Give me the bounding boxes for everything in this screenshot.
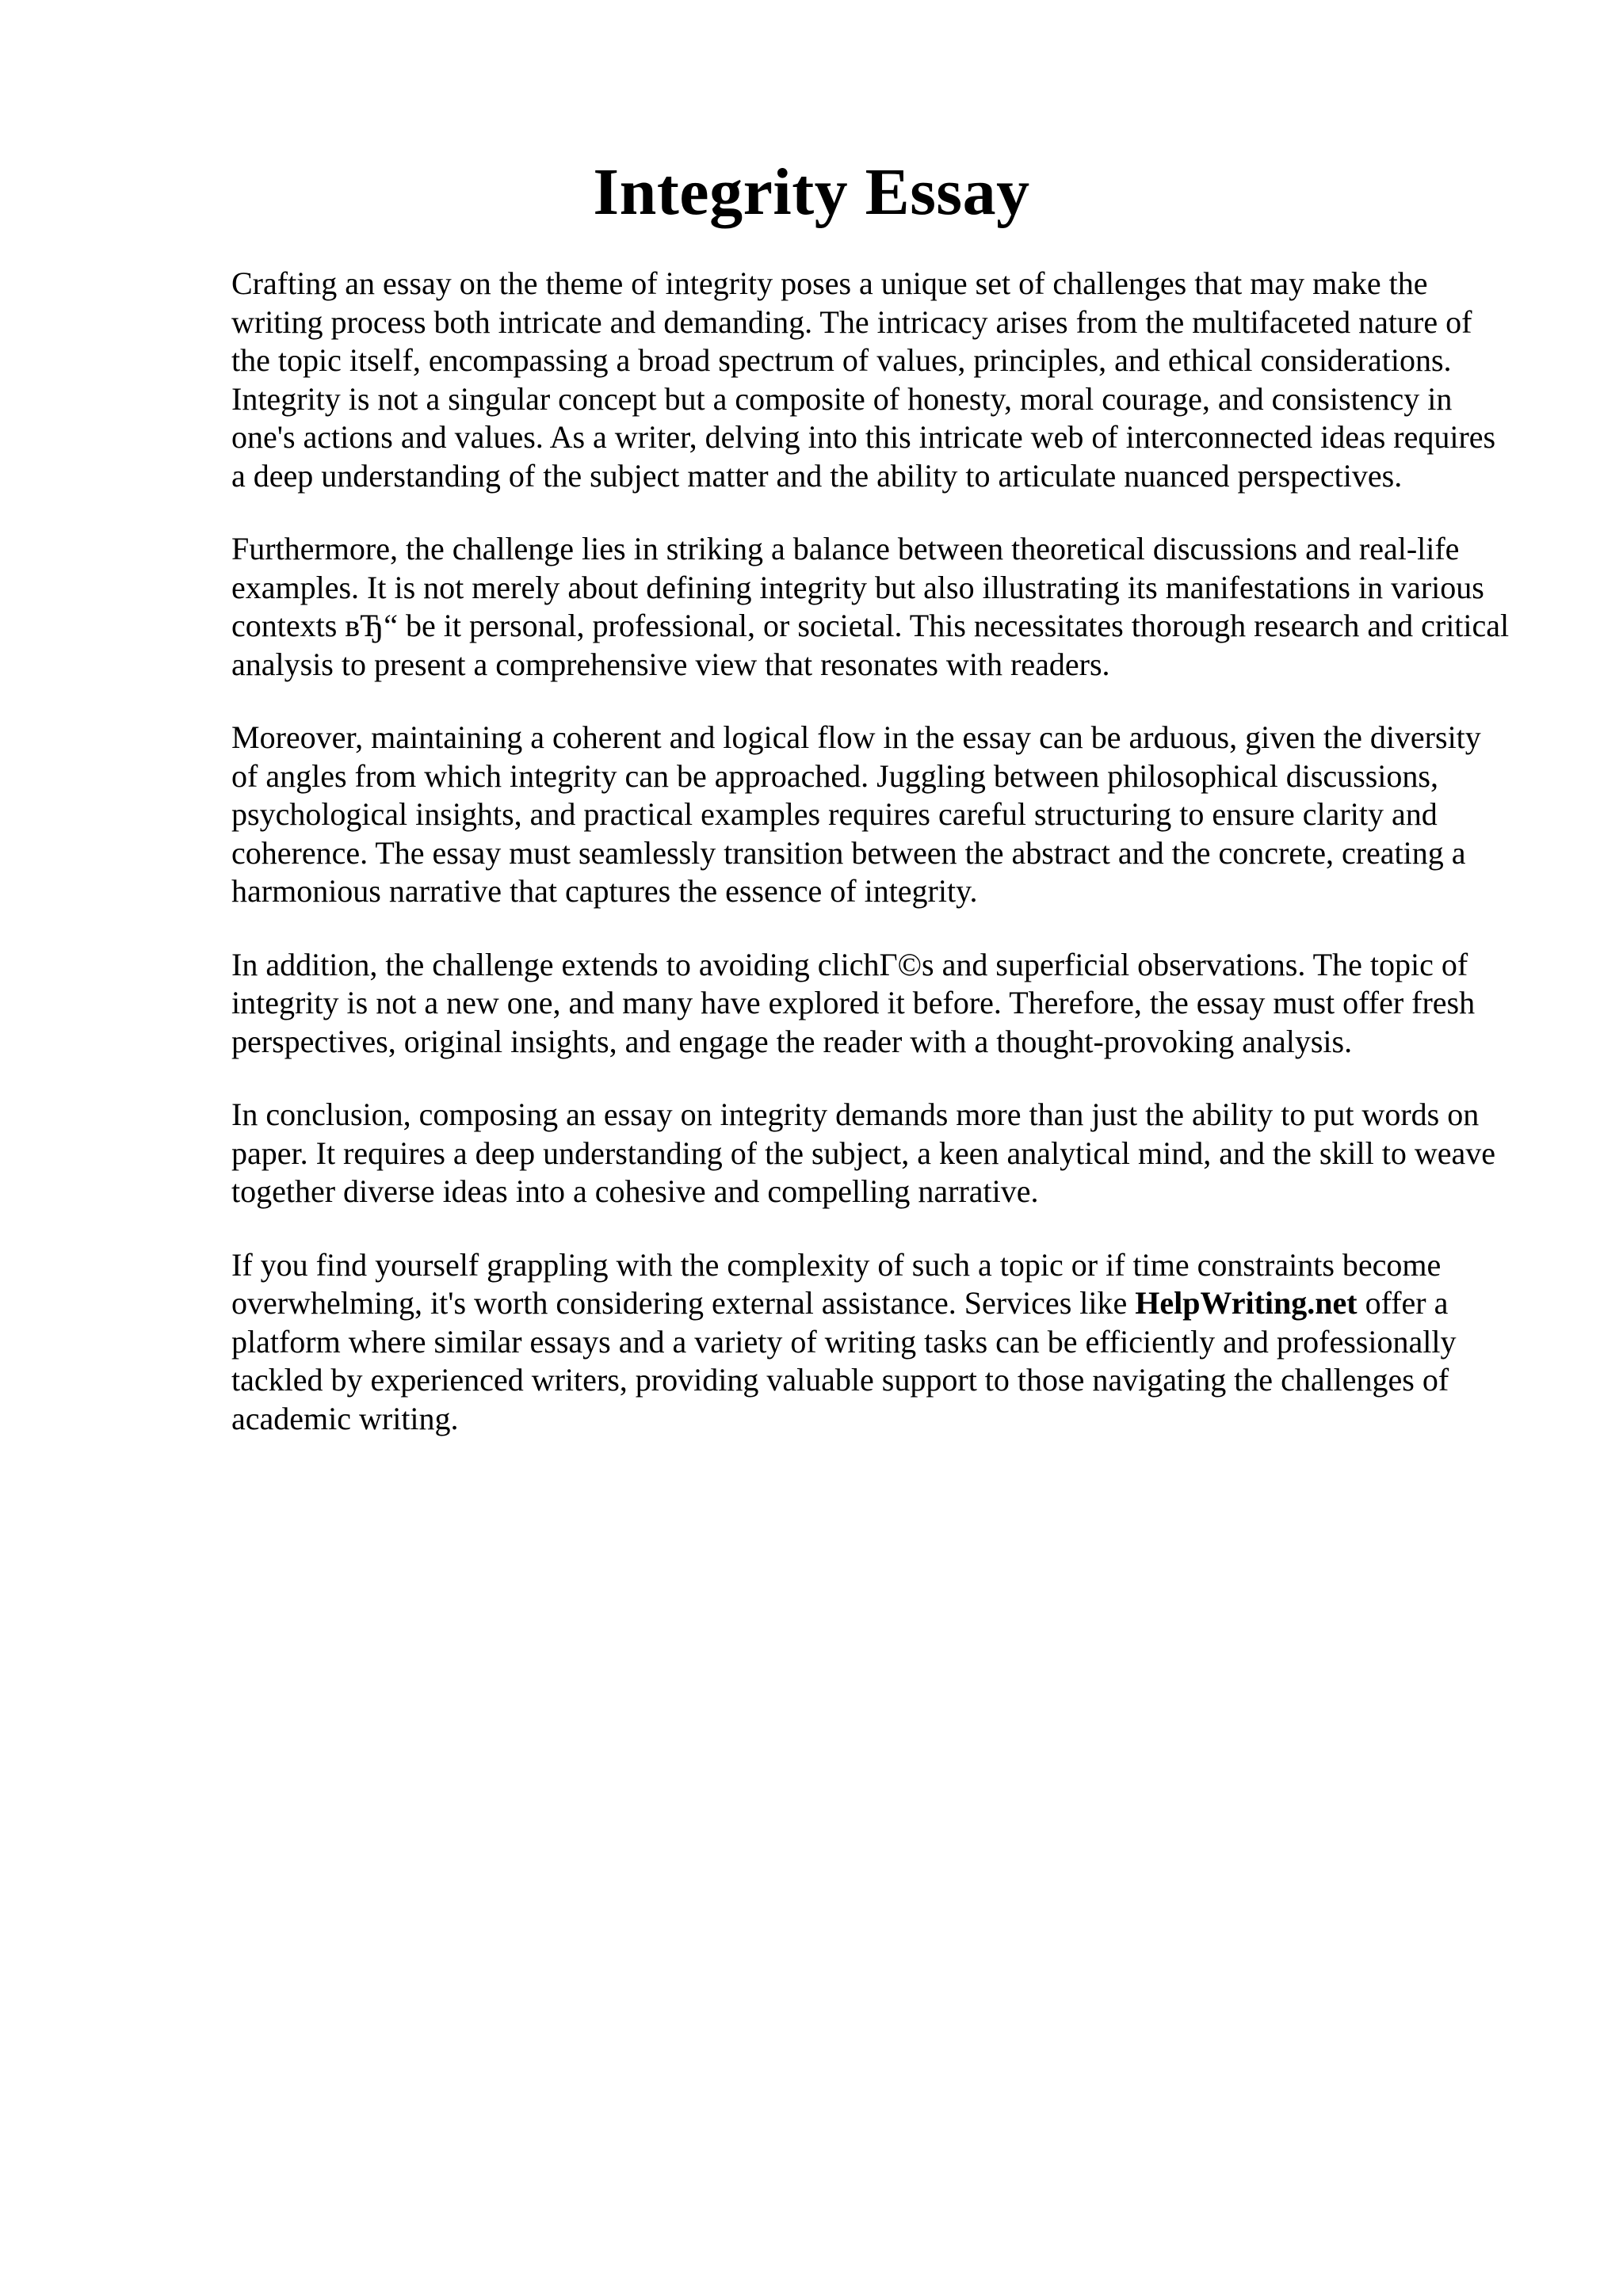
- paragraph-2: Furthermore, the challenge lies in striking a balance between theoretical discussions and real-life examples. It is not merely about defining integrity but also illustrating its manifestations in various contexts вЂ“ be it personal, professional, or societal. This necessitates thorough research and critical analysis to present a comprehensive view that resonates with readers.: [231, 531, 1510, 682]
- paragraph-6-text-after: offer a platform where similar essays and a variety of writing tasks can be efficiently and professionally tackled by experienced writers, providing valuable support to those navigating the challenges of academic writing.: [231, 1285, 1457, 1436]
- paragraph-6: [231, 1246, 1515, 1439]
- paragraph-6-text-before: If you find yourself grappling with the complexity of such a topic or if time constraints become overwhelming, it's worth considering external assistance. Services like: [231, 1246, 1442, 1321]
- essay-body: [231, 265, 1515, 1473]
- paragraph-3: Moreover, maintaining a coherent and logical flow in the essay can be arduous, given the diversity of angles from which integrity can be approached. Juggling between philosophical discussions, psychological insights, and practical examples requires careful structuring to ensure clarity and coherence. The essay must seamlessly transition between the abstract and the concrete, creating a harmonious narrative that captures the essence of integrity.: [231, 719, 1481, 909]
- page-title: Integrity Essay: [593, 155, 1030, 229]
- paragraph-5: In conclusion, composing an essay on integrity demands more than just the ability to put words on paper. It requires a deep understanding of the subject, a keen analytical mind, and the skill to weave together diverse ideas into a cohesive and compelling narrative.: [231, 1097, 1495, 1209]
- paragraph-4: In addition, the challenge extends to avoiding clichГ©s and superficial observations. The topic of integrity is not a new one, and many have explored it before. Therefore, the essay must offer fresh perspectives, original insights, and engage the reader with a thought-provoking analysis.: [231, 946, 1476, 1059]
- helpwriting-link[interactable]: HelpWriting.net: [1135, 1285, 1358, 1321]
- paragraph-1: Crafting an essay on the theme of integrity poses a unique set of challenges that may make the writing process both intricate and demanding. The intricacy arises from the multifaceted nature of the topic itself, encompassing a broad spectrum of values, principles, and ethical considerations. Integrity is not a singular concept but a composite of honesty, moral courage, and consistency in one's actions and values. As a writer, delving into this intricate web of interconnected ideas requires a deep understanding of the subject matter and the ability to articulate nuanced perspectives.: [231, 265, 1496, 494]
